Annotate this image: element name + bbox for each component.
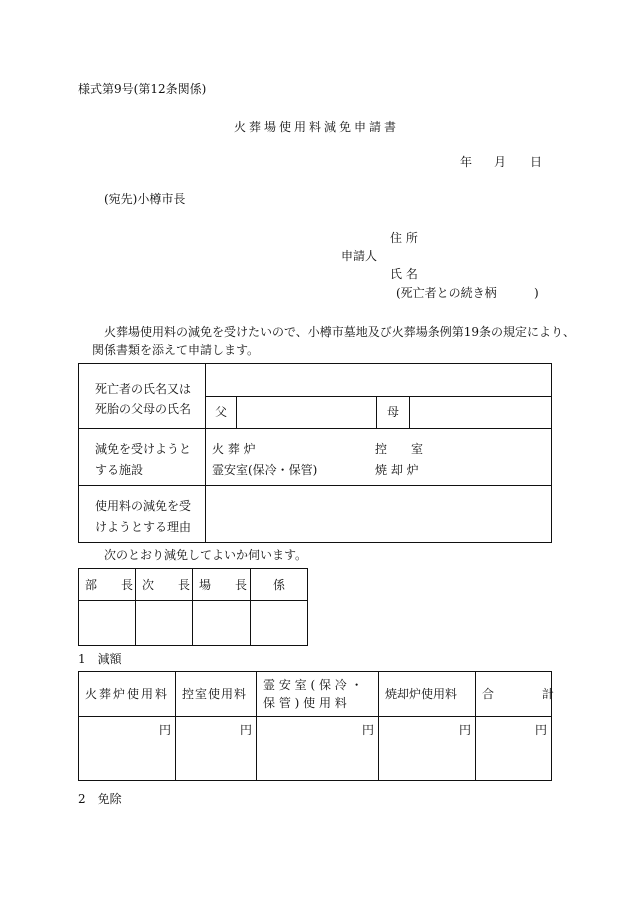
mother-label: 母 [387, 405, 400, 419]
body-text-line-1: 火葬場使用料の減免を受けたいので、小樽市墓地及び火葬場条例第19条の規定により、 [104, 325, 576, 339]
date-day-label: 日 [530, 155, 543, 169]
form-title: 火葬場使用料減免申請書 [234, 120, 400, 134]
relation-label: (死亡者との続き柄 [396, 286, 497, 300]
facility-crematory: 火 葬 炉 [212, 442, 256, 456]
section-reduction: 1 減額 [78, 652, 122, 666]
deceased-label-2: 死胎の父母の氏名 [95, 402, 192, 416]
name-label: 氏 名 [390, 267, 418, 281]
reduction-amount-table [78, 671, 555, 781]
incinerator-fee-unit: 円 [459, 723, 472, 737]
approval-note: 次のとおり減免してよいか伺います。 [104, 548, 308, 562]
father-label: 父 [215, 405, 228, 419]
approval-table [78, 568, 308, 646]
header-deputy-head: 次 長 [142, 578, 191, 592]
header-crematory-fee: 火葬炉使用料 [85, 687, 170, 701]
deceased-label-1: 死亡者の氏名又は [95, 382, 192, 396]
date-year-label: 年 [460, 155, 473, 169]
reason-label-2: けようとする理由 [95, 520, 192, 534]
form-number: 様式第9号(第12条関係) [78, 82, 207, 96]
addressee: (宛先)小樽市長 [104, 192, 186, 206]
header-department-head: 部 長 [85, 578, 134, 592]
date-month-label: 月 [494, 155, 507, 169]
mortuary-fee-unit: 円 [362, 723, 375, 737]
facility-incinerator: 焼 却 炉 [375, 463, 419, 477]
facility-waiting-room: 控 室 [375, 442, 424, 456]
header-clerk: 係 [273, 578, 286, 592]
applicant-label: 申請人 [341, 249, 378, 263]
facility-label-1: 減免を受けようと [95, 442, 192, 456]
facility-mortuary: 霊安室(保冷・保管) [212, 463, 318, 477]
header-waiting-room-fee: 控室使用料 [182, 687, 248, 701]
facility-label-2: する施設 [95, 463, 144, 477]
waiting-room-fee-unit: 円 [240, 723, 253, 737]
address-label: 住 所 [390, 231, 418, 245]
reason-label-1: 使用料の減免を受 [95, 499, 192, 513]
crematory-fee-unit: 円 [159, 723, 172, 737]
total-unit: 円 [535, 723, 548, 737]
header-mortuary-fee-1: 霊 安 室 ( 保 冷 ・ [263, 678, 363, 692]
section-exemption: 2 免除 [78, 792, 122, 806]
body-text-line-2: 関係書類を添えて申請します。 [92, 343, 260, 357]
header-incinerator-fee: 焼却炉使用料 [385, 687, 458, 701]
header-site-manager: 場 長 [199, 578, 248, 592]
header-mortuary-fee-2: 保 管 ) 使 用 料 [263, 696, 347, 710]
relation-close: ) [534, 286, 539, 300]
header-total: 合 計 [482, 687, 555, 701]
application-details-table [78, 363, 552, 543]
